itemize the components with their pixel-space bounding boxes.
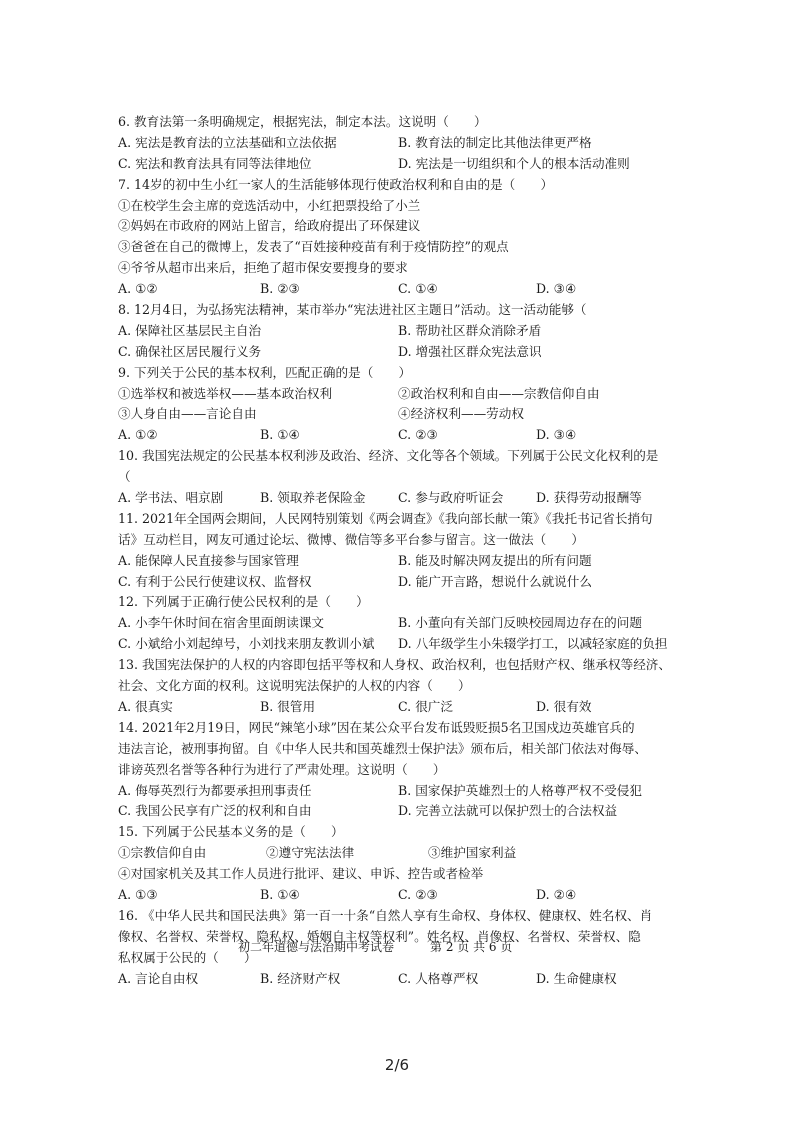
answer-option: C. 小斌给小刘起绰号，小刘找来朋友教训小斌 (118, 636, 375, 652)
question-stem-line: ③爸爸在自己的微博上，发表了“百姓接种疫苗有利于疫情防控”的观点 (118, 239, 509, 255)
answer-option: D. 获得劳动报酬等 (536, 490, 642, 506)
answer-option: C. 宪法和教育法具有同等法律地位 (118, 155, 312, 171)
answer-option: A. 言论自由权 (118, 970, 199, 986)
question-stem-line: 9. 下列关于公民的基本权利，匹配正确的是（ ） (118, 364, 412, 380)
question-stem-line: 诽谤英烈名誉等各种行为进行了严肃处理。这说明（ ） (118, 761, 446, 777)
page-number: 2/6 (384, 1056, 410, 1074)
question-stem-line: 私权属于公民的（ ） (118, 949, 257, 965)
options-row (118, 342, 698, 363)
answer-option: A. ①② (118, 427, 158, 443)
answer-option: D. ③④ (536, 427, 577, 443)
answer-option: ②政治权利和自由——宗教信仰自由 (398, 385, 600, 401)
answer-option: C. ①④ (398, 281, 438, 297)
options-row (118, 572, 698, 593)
answer-option: C. 参与政府听证会 (398, 490, 504, 506)
answer-option: A. 很真实 (118, 698, 173, 714)
answer-option: D. 很有效 (536, 698, 592, 714)
answer-option: B. 教育法的制定比其他法律更严格 (398, 134, 592, 150)
options-row (118, 885, 698, 906)
answer-option: ④经济权利——劳动权 (398, 406, 524, 422)
question-stem-line: 13. 我国宪法保护的人权的内容即包括平等权和人身权、政治权利，也包括财产权、继承权等经济、 (118, 657, 671, 673)
answer-option: D. 宪法是一切组织和个人的根本活动准则 (398, 155, 630, 171)
question-stem-line: 6. 教育法第一条明确规定，根据宪法，制定本法。这说明（ ） (118, 114, 487, 129)
options-row (118, 843, 698, 864)
answer-option: D. 增强社区群众宪法意识 (398, 343, 542, 359)
question-stem-line: ②妈妈在市政府的网站上留言，给政府提出了环保建议 (118, 218, 421, 234)
answer-option: B. ①④ (260, 886, 300, 902)
answer-option: ②遵守宪法法律 (266, 845, 355, 861)
question-stem-line: 14. 2021年2月19日，网民“辣笔小球”因在某公众平台发布诋毁贬损5名卫国戍边英雄官兵的 (118, 719, 635, 735)
answer-option: A. 能保障人民直接参与国家管理 (118, 552, 299, 568)
answer-option: A. ①③ (118, 886, 158, 902)
answer-option: C. ②③ (398, 886, 438, 902)
options-row (118, 154, 698, 175)
footer-page-info: 第 2 页 共 6 页 (430, 940, 513, 954)
question-stem-line: 话》互动栏目，网友可通过论坛、微博、微信等多平台参与留言。这一做法（ ） (118, 531, 584, 547)
answer-option: C. ②③ (398, 427, 438, 443)
question-stem-line: 像权、名誉权、荣誉权、隐私权、婚姻自主权等权利”。姓名权、肖像权、名誉权、荣誉权、隐 (118, 928, 641, 944)
answer-option: ①选举权和被选举权——基本政治权利 (118, 385, 333, 401)
question-stem-line: ④爷爷从超市出来后，拒绝了超市保安要搜身的要求 (118, 260, 408, 276)
question-stem-line: 社会、文化方面的权利。这说明宪法保护的人权的内容（ ） (118, 678, 471, 694)
answer-option: B. ②③ (260, 281, 300, 297)
exam-page-content (118, 112, 698, 989)
answer-option: B. 国家保护英雄烈士的人格尊严权不受侵犯 (398, 782, 642, 798)
question-stem-line: 12. 下列属于正确行使公民权利的是（ ） (118, 594, 369, 610)
options-row (118, 384, 698, 405)
answer-option: C. 确保社区居民履行义务 (118, 343, 262, 359)
answer-option: B. 帮助社区群众消除矛盾 (398, 322, 542, 338)
question-stem-line: 15. 下列属于公民基本义务的是（ ） (118, 824, 344, 840)
answer-option: A. 保障社区基层民主自治 (118, 322, 262, 338)
answer-option: D. ③④ (536, 281, 577, 297)
answer-option: B. ①④ (260, 427, 300, 443)
question-stem-line: ④对国家机关及其工作人员进行批评、建议、申诉、控告或者检举 (118, 866, 484, 882)
options-row (118, 404, 698, 425)
answer-option: C. 有利于公民行使建议权、监督权 (118, 573, 312, 589)
options-row (118, 488, 698, 509)
answer-option: B. 经济财产权 (260, 970, 341, 986)
options-row (118, 634, 698, 655)
footer-title: 初二年道德与法治期中考试卷 (238, 940, 395, 954)
question-stem-line: 8. 12月4日，为弘扬宪法精神，某市举办“宪法进社区主题日”活动。这一活动能够（ (118, 302, 587, 318)
question-stem-line: 16. 《中华人民共和国民法典》第一百一十条“自然人享有生命权、身体权、健康权、姓名权、肖 (118, 907, 653, 923)
answer-option: B. 能及时解决网友提出的所有问题 (398, 552, 592, 568)
answer-option: D. ②④ (536, 886, 577, 902)
answer-option: C. 我国公民享有广泛的权利和自由 (118, 803, 312, 819)
answer-option: C. 人格尊严权 (398, 970, 479, 986)
options-row (118, 801, 698, 822)
options-row (118, 613, 698, 634)
answer-option: D. 八年级学生小朱辍学打工，以减轻家庭的负担 (398, 636, 668, 652)
answer-option: B. 小董向有关部门反映校园周边存在的问题 (398, 615, 642, 631)
answer-option: D. 生命健康权 (536, 970, 617, 986)
answer-option: D. 完善立法就可以保护烈士的合法权益 (398, 803, 618, 819)
answer-option: C. 很广泛 (398, 698, 453, 714)
options-row (118, 969, 698, 990)
question-stem-line: 10. 我国宪法规定的公民基本权利涉及政治、经济、文化等各个领域。下列属于公民文化权利的是 (118, 448, 659, 464)
answer-option: A. 学书法、唱京剧 (118, 490, 224, 506)
answer-option: B. 领取养老保险金 (260, 490, 366, 506)
options-row (118, 133, 698, 154)
answer-option: A. 侮辱英烈行为都要承担刑事责任 (118, 782, 312, 798)
answer-option: ①宗教信仰自由 (118, 845, 207, 861)
question-stem-line: ①在校学生会主席的竞选活动中，小红把票投给了小兰 (118, 197, 421, 213)
answer-option: ③人身自由——言论自由 (118, 406, 257, 422)
options-row (118, 781, 698, 802)
answer-option: D. 能广开言路，想说什么就说什么 (398, 573, 592, 589)
question-stem-line: 7. 14岁的初中生小红一家人的生活能够体现行使政治权利和自由的是（ ） (118, 176, 554, 192)
options-row (118, 425, 698, 446)
answer-option: A. 宪法是教育法的立法基础和立法依据 (118, 134, 337, 150)
answer-option: A. ①② (118, 281, 158, 297)
options-row (118, 279, 698, 300)
options-row (118, 697, 698, 718)
options-row (118, 321, 698, 342)
answer-option: A. 小李午休时间在宿舍里面朗读课文 (118, 615, 325, 631)
answer-option: B. 很管用 (260, 698, 316, 714)
options-row (118, 551, 698, 572)
question-stem-line: 11. 2021年全国两会期间，人民网特别策划《两会调查》《我向部长献一策》《我托书记省长捎句 (118, 510, 653, 526)
question-stem-line: 违法言论，被刑事拘留。自《中华人民共和国英雄烈士保护法》颁布后，相关部门依法对侮辱、 (118, 740, 647, 756)
question-stem-line: （ (118, 469, 131, 485)
answer-option: ③维护国家利益 (428, 845, 517, 861)
